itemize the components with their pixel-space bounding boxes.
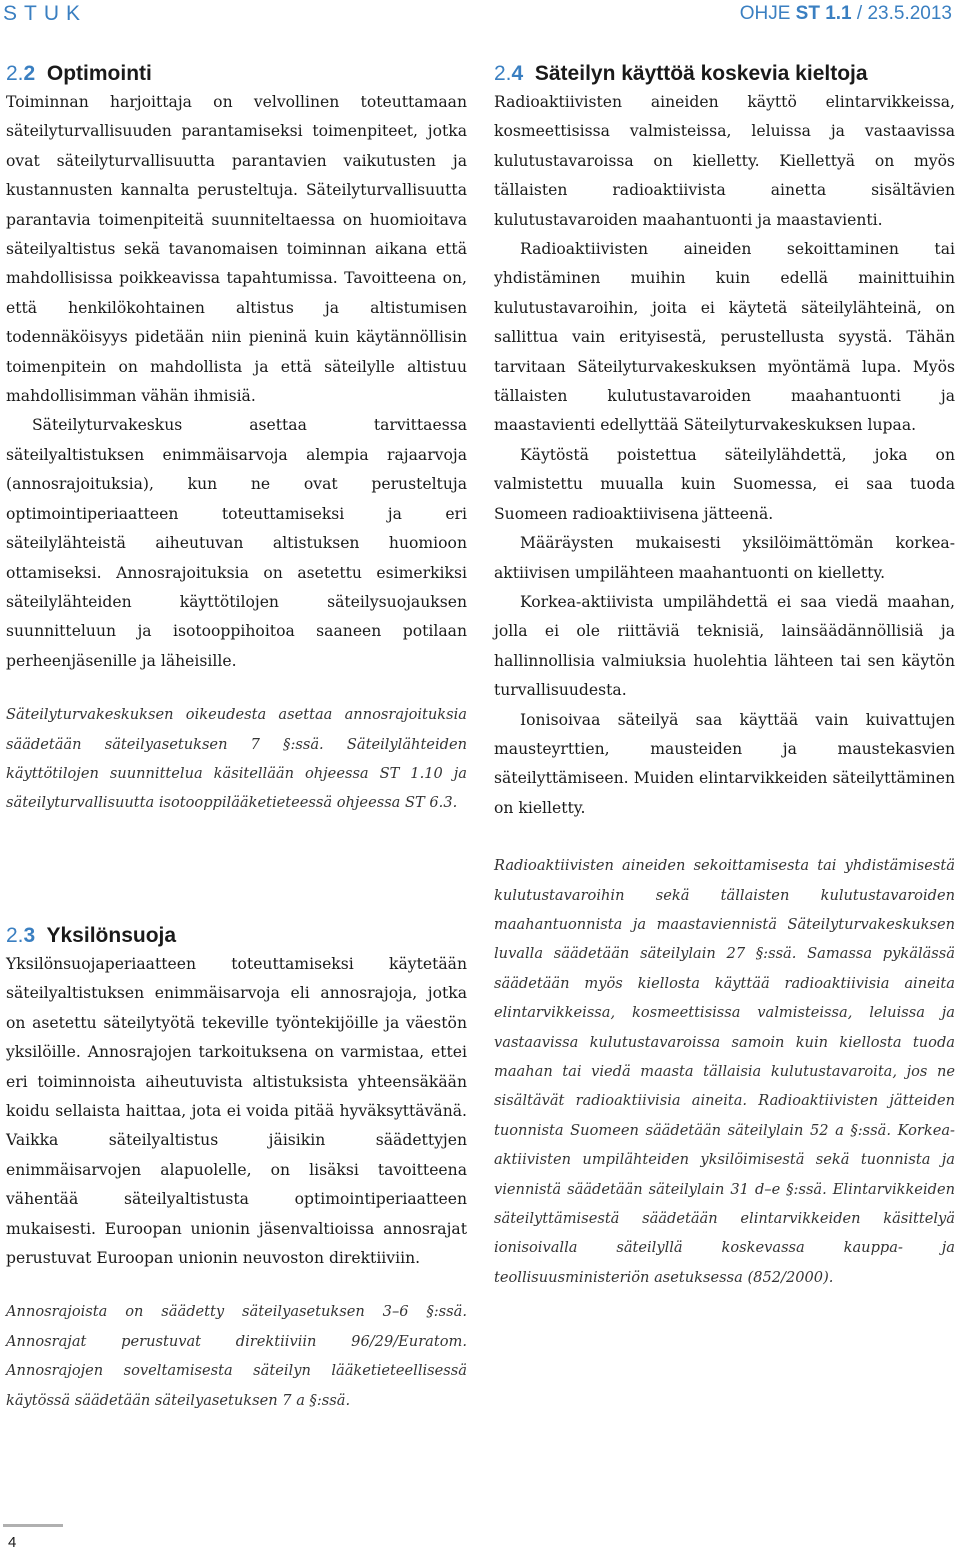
legal-note: Annosrajoista on säädetty säteilyasetuksen 3–6 §:ssä. Annosrajat perustuvat direktiiviin 96/29/Euratom. Annosrajojen soveltamisesta säteilyn lääketieteellisessä käytössä säädetään säteilyasetuksen 7 a §:ssä. [6,1303,467,1409]
doc-date: / 23.5.2013 [851,3,952,24]
legal-note: Säteilyturvakeskuksen oikeudesta asettaa annosrajoituksia säädetään säteilyasetuksen 7 §:ssä. Säteilylähteiden käyttötilojen suunnittelua käsitellään ohjeessa ST 1.10 ja säteilyturvallisuutta isotooppilääketieteessä ohjeessa ST 6.3. [6,706,467,812]
section-number-minor: 3 [23,924,36,947]
section-number-major: 2. [494,62,512,85]
section-heading [494,60,955,88]
page-number: 4 [8,1534,17,1551]
section-heading [6,922,467,950]
section-title: Säteilyn käyttöä koskevia kieltoja [534,62,868,85]
paragraph: Käytöstä poistettua säteilylähdettä, joka on valmistettu muualla kuin Suomessa, ei saa tuoda Suomeen radioaktiivisena jätteenä. [494,445,955,523]
section-title: Yksilönsuoja [46,924,177,947]
section-2-2 [6,60,467,818]
paragraph: Ionisoivaa säteilyä saa käyttää vain kuivattujen mausteyrttien, mausteiden ja maustekasvien säteilyttämiseen. Muiden elintarvikkeiden säteilyttäminen on kielletty. [494,710,955,817]
section-title: Optimointi [46,62,152,85]
doc-prefix: OHJE [739,3,796,24]
paragraph: Korkea-aktiivista umpilähdettä ei saa viedä maahan, jolla ei ole riittäviä teknisiä, lainsäädännöllisiä ja hallinnollisia valmiuksia huolehtia lähteen tai sen käytön turvallisuudesta. [494,592,955,700]
brand-logo: STUK [3,2,88,25]
footer-rule [3,1524,63,1527]
section-number-major: 2. [6,924,24,947]
paragraph: Säteilyturvakeskus asettaa tarvittaessa säteilyaltistuksen enimmäisarvoja alempia rajaarvoja (annosrajoituksia), kun ne ovat perusteltuja optimointiperiaatteen toteuttamiseksi ja eri säteilylähteistä aiheutuvan altistuksen huomioon ottamiseksi. Annosrajoituksia on asetettu esimerkiksi säteilylähteiden käyttötilojen säteilysuojauksen suunnitteluun ja isotooppihoitoa saaneen potilaan perheenjäsenille ja läheisille. [6,416,467,670]
paragraph: Yksilönsuojaperiaatteen toteuttamiseksi käytetään säteilyaltistuksen enimmäisarvoja eli annosrajoja, jotka on asetettu säteilytyötä tekeville työntekijöille ja väestön yksilöille. Annosrajojen tarkoituksena on varmistaa, ettei eri toiminnoista aiheutuvista altistuksista yhteensäkään koidu sellaista haittaa, jota ei voida pitää hyväksyttävänä. Vaikka säteilyaltistus jäisikin säädettyjen enimmäisarvojen alapuolelle, on lisäksi tavoitteena vähentää säteilyaltistusta optimointiperiaatteen mukaisesti. Euroopan unionin jäsenvaltioissa annosrajat perustuvat Euroopan unionin neuvoston direktiiviin. [6,955,467,1268]
page-header [0,0,960,30]
section-number-minor: 2 [23,62,36,85]
paragraph: Radioaktiivisten aineiden käyttö elintarvikkeissa, kosmeettisissa valmisteissa, leluissa ja vastaavissa kulutustavaroissa on kielletty. Kiellettyä on myös tällaisten radioaktiivista ainetta sisältävien kulutustavaroiden maahantuonti ja maastavienti. [494,93,955,229]
paragraph: Toiminnan harjoittaja on velvollinen toteuttamaan säteilyturvallisuuden parantamiseksi toimenpiteet, jotka ovat säteilyturvallisuutta parantavien vaikutusten ja kustannusten kannalta perusteltuja. Säteilyturvallisuutta parantavia toimenpiteitä suunniteltaessa on huomioitava säteilyaltistus sekä tavanomaisen toiminnan aikana että mahdollisissa poikkeavissa tapahtumissa. Tavoitteena on, että henkilökohtainen altistus ja altistumisen todennäköisyys pidetään niin pieninä kuin käytännöllisin toimenpitein on mahdollista ja että säteilylle altistuu mahdollisimman vähän ihmisiä. [6,93,467,406]
document-reference [740,3,952,25]
section-number-major: 2. [6,62,24,85]
section-heading [6,60,467,88]
legal-note: Radioaktiivisten aineiden sekoittamisesta tai yhdistämisestä kulutustavaroihin sekä tällaisten kulutustavaroiden maahantuonnista ja maastaviennistä Säteilyturvakeskuksen luvalla säädetään säteilylain 27 §:ssä. Samassa pykälässä säädetään myös kiellosta käyttää radioaktiivisia aineita elintarvikkeissa, kosmeettisissa valmisteissa, leluissa ja vastaavissa kulutustavaroissa samoin kuin kiellosta tuoda maahan tai viedä maasta tällaisia kulutustavaroita, jos ne sisältävät radioaktiivisia aineita. Radioaktiivisten jätteiden tuonnista Suomeen säädetään säteilylain 52 a §:ssä. Korkea-aktiivisten umpilähteiden yksilöimisestä sekä tuonnista ja viennistä säädetään säteilylain 31 d–e §:ssä. Elintarvikkeiden säteilyttämisestä säädetään elintarvikkeiden käsittelyä ionisoivalla säteilyllä koskevassa kauppa- ja teollisuusministeriön asetuksessa (852/2000). [494,857,955,1286]
doc-code: ST 1.1 [795,3,852,24]
section-number-minor: 4 [511,62,524,85]
section-2-4 [494,60,955,1292]
section-2-3 [6,922,467,1415]
paragraph: Määräysten mukaisesti yksilöimättömän korkea-aktiivisen umpilähteen maahantuonti on kielletty. [494,534,955,582]
paragraph: Radioaktiivisten aineiden sekoittaminen tai yhdistäminen muihin kuin edellä mainittuihin kulutustavaroihin, joita ei käytetä säteilylähteinä, on sallittua vain erityisestä, perustellusta syystä. Tähän tarvitaan Säteilyturvakeskuksen myöntämä lupa. Myös tällaisten kulutustavaroiden maahantuonti ja maastavienti edellyttää Säteilyturvakeskuksen lupaa. [494,240,955,435]
